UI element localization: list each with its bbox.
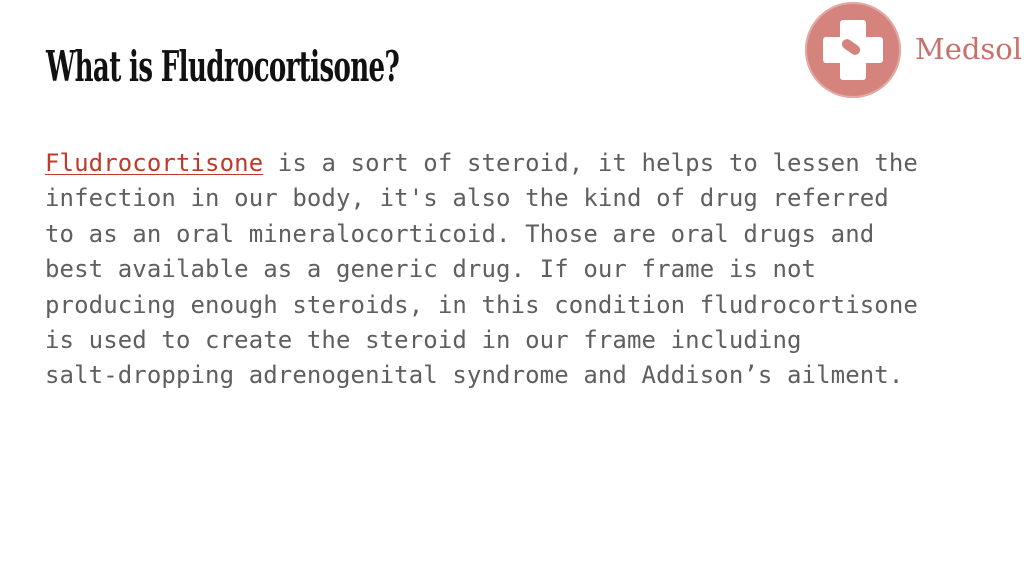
logo-brand-name: Medsol [915, 32, 1023, 66]
paragraph-line-7: salt-dropping adrenogenital syndrome and Addison’s ailment. [45, 361, 904, 390]
paragraph-line-3: to as an oral mineralocorticoid. Those are oral drugs and [45, 219, 875, 248]
body-paragraph [45, 146, 985, 394]
logo-circle [805, 2, 901, 98]
paragraph-line-2: infection in our body, it's also the kind of drug referred [45, 184, 889, 213]
slide-title: What is Fludrocortisone? [46, 42, 400, 91]
fludrocortisone-link[interactable]: Fludrocortisone [45, 149, 264, 177]
paragraph-line-4: best available as a generic drug. If our frame is not [45, 255, 817, 284]
medsol-logo [805, 2, 1024, 100]
line-text: is a sort of steroid, it helps to lessen the [263, 149, 918, 177]
paragraph-line-5: producing enough steroids, in this condition fludrocortisone [45, 290, 918, 319]
paragraph-line-6: is used to create the steroid in our frame including [45, 326, 802, 355]
paragraph-line-1 [45, 146, 985, 181]
medical-cross-icon [805, 2, 901, 98]
